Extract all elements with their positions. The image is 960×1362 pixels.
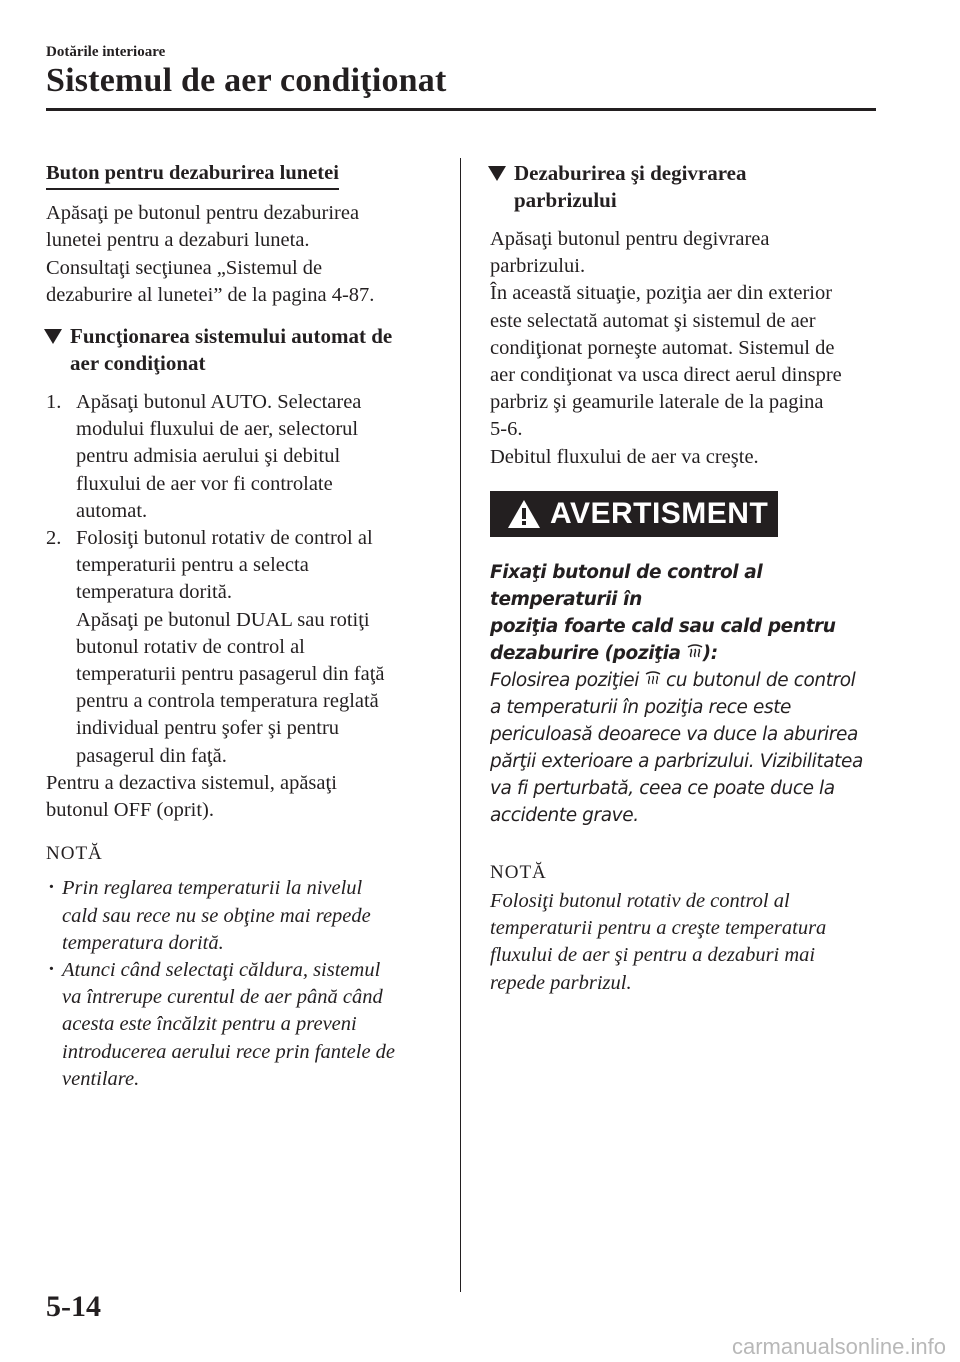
warning-head-line: poziţia foarte cald sau cald pentru	[490, 615, 836, 637]
note-line: fluxului de aer şi pentru a dezaburi mai	[490, 944, 816, 967]
text-line: Debitul fluxului de aer va creşte.	[490, 445, 759, 468]
rear-defog-heading: Buton pentru dezaburirea lunetei	[46, 160, 339, 190]
heading-line: Funcţionarea sistemului automat de	[70, 324, 393, 349]
warning-label: AVERTISMENT	[550, 497, 769, 531]
text-line: parbrizului.	[490, 255, 586, 278]
note-line: Folosiţi butonul rotativ de control al	[490, 890, 790, 913]
note-text	[490, 888, 890, 997]
step-line: Apăsaţi butonul AUTO. Selectarea	[76, 391, 362, 414]
note-line: · Prin reglarea temperaturii la nivelul	[62, 877, 363, 900]
triangle-bullet-icon	[44, 329, 62, 344]
warning-head-line	[490, 640, 890, 667]
auto-steps-list	[46, 389, 438, 770]
triangle-bullet-icon	[488, 166, 506, 181]
heading-line: aer condiţionat	[70, 351, 206, 376]
warning-badge	[490, 491, 778, 537]
note-line: temperatura dorită.	[62, 931, 224, 954]
step-number: 2.	[46, 527, 62, 550]
note-line: · Atunci când selectaţi căldura, sistemul	[62, 959, 381, 982]
note-label: NOTĂ	[46, 843, 103, 865]
page-number: 5-14	[46, 1290, 101, 1323]
text-line: Pentru a dezactiva sistemul, apăsaţi	[46, 771, 337, 794]
text-line: dezaburire al lunetei” de la pagina 4-87.	[46, 283, 375, 306]
column-divider	[460, 158, 461, 1292]
right-column	[490, 160, 890, 997]
defrost-text	[490, 226, 890, 471]
note-line: va întrerupe curentul de aer până când	[62, 986, 383, 1009]
text-line: Apăsaţi pe butonul pentru dezaburirea	[46, 202, 360, 225]
step-line: Apăsaţi pe butonul DUAL sau rotiţi	[76, 608, 370, 631]
step-line: temperatura dorită.	[76, 581, 232, 604]
note-item	[46, 957, 438, 1093]
text-line: Consultaţi secţiunea „Sistemul de	[46, 256, 323, 279]
warning-triangle-icon	[506, 498, 542, 530]
step-line: fluxului de aer vor fi controlate	[76, 472, 333, 495]
step-number: 1.	[46, 391, 62, 414]
note-line: cald sau rece nu se obţine mai repede	[62, 904, 371, 927]
step-line: Folosiţi butonul rotativ de control al	[76, 527, 373, 550]
note-line: ventilare.	[62, 1067, 140, 1090]
list-item	[46, 525, 438, 770]
text-line: Apăsaţi butonul pentru degivrarea	[490, 228, 770, 250]
heading-line: Dezaburirea şi degivrarea	[514, 161, 747, 185]
warning-body-line: accidente grave.	[490, 804, 639, 826]
warning-body-line: periculoasă deoarece va duce la aburirea	[490, 723, 858, 745]
warning-head-text: dezaburire (poziţia	[490, 642, 687, 664]
heading-line: parbrizului	[514, 188, 617, 212]
step-line: butonul rotativ de control al	[76, 635, 305, 658]
text-line: condiţionat porneşte automat. Sistemul de	[490, 336, 835, 359]
warning-body-line: părţii exterioare a parbrizului. Vizibilitatea	[490, 750, 863, 772]
warning-head-line: Fixaţi butonul de control al temperaturii în	[490, 561, 763, 610]
defrost-heading	[488, 160, 890, 214]
warning-heading	[490, 559, 890, 667]
left-column	[46, 160, 438, 1093]
step-line: temperaturii pentru pasagerul din faţă	[76, 663, 385, 686]
section-label: Dotările interioare	[46, 44, 166, 60]
note-list	[46, 875, 438, 1093]
off-instructions	[46, 770, 438, 824]
note-label: NOTĂ	[490, 861, 547, 883]
step-line: individual pentru şofer şi pentru	[76, 717, 340, 740]
text-line: aer condiţionat va usca direct aerul dinspre	[490, 364, 842, 387]
defrost-icon	[645, 671, 661, 685]
header-rule	[46, 108, 876, 111]
warning-body-text: cu butonul de control	[660, 669, 856, 691]
text-line: butonul OFF (oprit).	[46, 799, 214, 822]
step-line: automat.	[76, 499, 148, 522]
note-item	[46, 875, 438, 957]
warning-head-text: ):	[702, 642, 718, 664]
text-line: parbriz şi geamurile laterale de la pagina	[490, 391, 824, 414]
watermark: carmanualsonline.info	[731, 1334, 946, 1359]
auto-operation-heading	[44, 323, 438, 377]
warning-body	[490, 667, 890, 829]
text-line: lunetei pentru a dezaburi luneta.	[46, 229, 310, 252]
warning-body-line: va fi perturbată, ceea ce poate duce la	[490, 777, 835, 799]
step-line: pentru a controla temperatura reglată	[76, 690, 379, 713]
note-line: introducerea aerului rece prin fantele de	[62, 1040, 396, 1063]
step-line: pasagerul din faţă.	[76, 744, 227, 767]
defrost-icon	[687, 644, 703, 658]
warning-body-text: Folosirea poziţiei	[490, 669, 645, 691]
rear-defog-text	[46, 200, 438, 309]
text-line: este selectată automat şi sistemul de aer	[490, 309, 816, 332]
warning-body-line: a temperaturii în poziţia rece este	[490, 696, 792, 718]
note-line: acesta este încălzit pentru a preveni	[62, 1013, 357, 1036]
note-line: repede parbrizul.	[490, 971, 632, 994]
text-line: 5-6.	[490, 418, 523, 441]
step-line: temperaturii pentru a selecta	[76, 554, 309, 577]
warning-body-line	[490, 667, 890, 694]
text-line: În această situaţie, poziţia aer din exterior	[490, 282, 833, 305]
step-line: pentru admisia aerului şi debitul	[76, 445, 341, 468]
note-line: temperaturii pentru a creşte temperatura	[490, 917, 827, 940]
page-title: Sistemul de aer condiţionat	[46, 62, 447, 99]
step-line: modului fluxului de aer, selectorul	[76, 418, 359, 441]
list-item	[46, 389, 438, 525]
